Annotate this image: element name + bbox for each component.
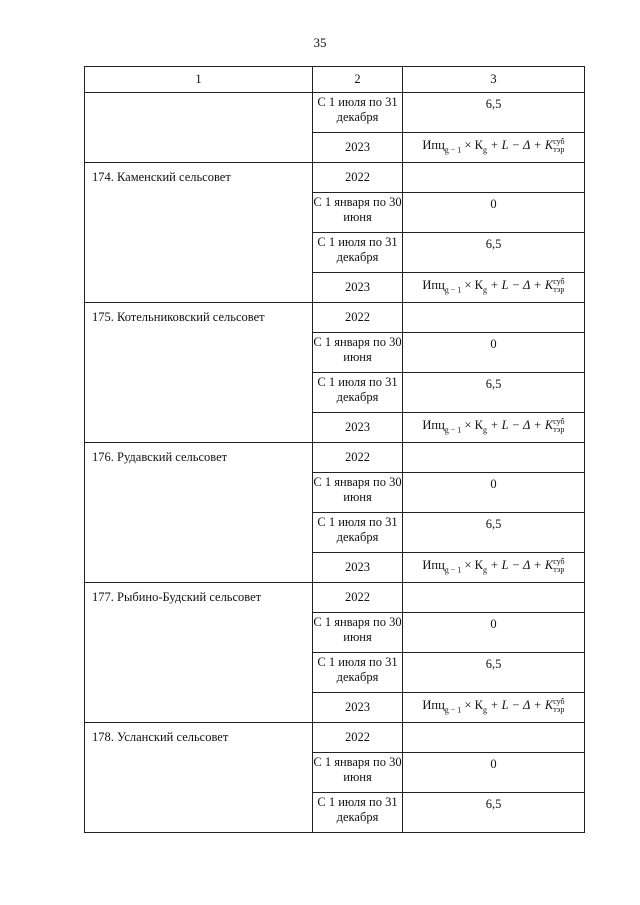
empty-cell [403,443,585,473]
formula-cell [403,553,585,583]
year-cell: 2022 [313,723,403,753]
settlement-name [85,93,313,163]
settlement-name: 176. Рудавский сельсовет [85,443,313,583]
value-cell: 6,5 [403,233,585,273]
year-cell: 2022 [313,163,403,193]
settlement-name: 178. Усланский сельсовет [85,723,313,833]
value-cell: 0 [403,333,585,373]
empty-cell [403,163,585,193]
year-cell: 2023 [313,693,403,723]
value-cell: 6,5 [403,793,585,833]
value-cell: 6,5 [403,513,585,553]
table-row [85,583,585,613]
settlement-name: 175. Котельниковский сельсовет [85,303,313,443]
period-cell: С 1 января по 30 июня [313,473,403,513]
table-row [85,93,585,133]
header-col-1: 1 [85,67,313,93]
formula-cell [403,693,585,723]
period-cell: С 1 июля по 31 декабря [313,653,403,693]
formula: $Ипц_{g - 1} \times К_g + L - \Delta + K$ суб тэр [422,136,565,155]
period-cell: С 1 июля по 31 декабря [313,513,403,553]
formula: $Ипц_{g - 1} \times К_g + L - \Delta + K$ суб тэр [422,696,565,715]
year-cell: 2023 [313,553,403,583]
year-cell: 2023 [313,273,403,303]
formula-cell [403,133,585,163]
formula: $Ипц_{g - 1} \times К_g + L - \Delta + K$ суб тэр [422,276,565,295]
tariff-table [84,66,585,833]
page-number: 35 [313,35,327,50]
period-cell: С 1 января по 30 июня [313,753,403,793]
value-cell: 0 [403,193,585,233]
year-cell: 2023 [313,133,403,163]
table-row [85,303,585,333]
year-cell: 2023 [313,413,403,443]
empty-cell [403,723,585,753]
header-col-2: 2 [313,67,403,93]
settlement-name: 174. Каменский сельсовет [85,163,313,303]
formula-cell [403,413,585,443]
period-cell: С 1 июля по 31 декабря [313,93,403,133]
table-row [85,443,585,473]
table-row [85,163,585,193]
year-cell: 2022 [313,303,403,333]
table-row [85,723,585,753]
formula: $Ипц_{g - 1} \times К_g + L - \Delta + K$ суб тэр [422,416,565,435]
value-cell: 0 [403,613,585,653]
header-col-3: 3 [403,67,585,93]
period-cell: С 1 января по 30 июня [313,333,403,373]
period-cell: С 1 января по 30 июня [313,193,403,233]
period-cell: С 1 января по 30 июня [313,613,403,653]
empty-cell [403,303,585,333]
value-cell: 0 [403,473,585,513]
header-row [85,67,585,93]
settlement-name: 177. Рыбино-Будский сельсовет [85,583,313,723]
period-cell: С 1 июля по 31 декабря [313,233,403,273]
year-cell: 2022 [313,583,403,613]
empty-cell [403,583,585,613]
value-cell: 6,5 [403,653,585,693]
value-cell: 0 [403,753,585,793]
formula: $Ипц_{g - 1} \times К_g + L - \Delta + K$ суб тэр [422,556,565,575]
value-cell: 6,5 [403,373,585,413]
period-cell: С 1 июля по 31 декабря [313,373,403,413]
formula-cell [403,273,585,303]
period-cell: С 1 июля по 31 декабря [313,793,403,833]
value-cell: 6,5 [403,93,585,133]
year-cell: 2022 [313,443,403,473]
